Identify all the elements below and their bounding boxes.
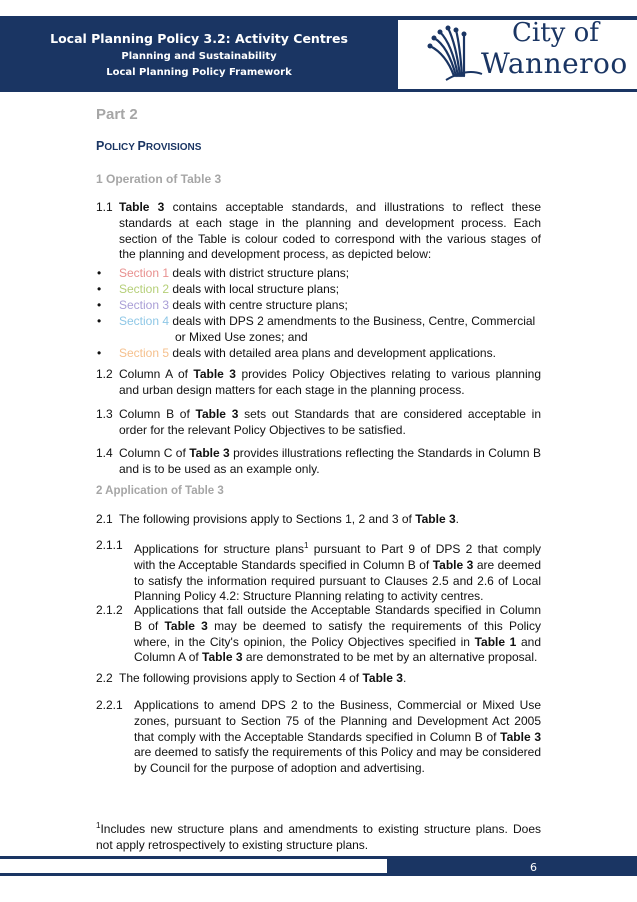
clause-number: 1.3 xyxy=(96,407,113,421)
bullet-section-2: Section 2 deals with local structure plans; xyxy=(119,282,340,296)
clause-number: 2.1.2 xyxy=(96,603,123,617)
bullet-icon: • xyxy=(97,298,102,312)
clause-number: 2.1.1 xyxy=(96,538,123,552)
part-label: Part 2 xyxy=(96,106,138,123)
footer-inset xyxy=(0,859,387,873)
section-1-heading: 1 Operation of Table 3 xyxy=(96,172,222,186)
bullet-section-1: Section 1 deals with district structure plans; xyxy=(119,266,350,280)
document-framework: Local Planning Policy Framework xyxy=(106,67,292,78)
clause-number: 2.1 xyxy=(96,512,113,526)
document-subtitle: Planning and Sustainability xyxy=(121,51,277,62)
clause-number: 1.2 xyxy=(96,367,113,381)
policy-provisions-heading: POLICY PROVISIONS xyxy=(96,139,202,153)
clause-2-1-2: Applications that fall outside the Acceptable Standards specified in Column B of Table 3 may be deemed to satisfy the requirements of this Policy where, in the City's opinion, the Policy Objectives specified in Table 1 and Column A of Table 3 are demonstrated to be met by an alternative proposal. xyxy=(134,603,541,665)
bullet-section-4: Section 4 deals with DPS 2 amendments to the Business, Centre, Commercial xyxy=(119,314,536,328)
bullet-section-5: Section 5 deals with detailed area plans and development applications. xyxy=(119,346,496,360)
bullet-icon: • xyxy=(97,282,102,296)
clause-number: 2.2.1 xyxy=(96,698,123,712)
clause-number: 1.1 xyxy=(96,200,113,214)
clause-1-3: Column B of Table 3 sets out Standards that are considered acceptable in order for the relevant Policy Objectives to be satisfied. xyxy=(119,407,541,437)
clause-1-1: Table 3 contains acceptable standards, and illustrations to reflect these standards at each stage in the planning and development process. Each section of the Table is colour coded to correspond with the various stages of the planning and development process, as depicted below: xyxy=(119,200,541,262)
bullet-section-4-continued: or Mixed Use zones; and xyxy=(175,330,308,344)
clause-1-2: Column A of Table 3 provides Policy Objectives relating to various planning and urban design matters for each stage in the planning process. xyxy=(119,367,541,397)
footnote: $^1$Includes new structure plans and amendments to existing structure plans. Does not apply retrospectively to existing structure plans. xyxy=(96,821,541,852)
section-2-heading: 2 Application of Table 3 xyxy=(96,485,224,497)
bullet-icon: • xyxy=(97,314,102,328)
clause-2-2: The following provisions apply to Section 4 of Table 3. xyxy=(119,671,407,685)
document-title: Local Planning Policy 3.2: Activity Centres xyxy=(50,31,348,46)
clause-number: 2.2 xyxy=(96,671,113,685)
header-text xyxy=(0,16,398,92)
clause-1-4: Column C of Table 3 provides illustrations reflecting the Standards in Column B and is to be used as an example only. xyxy=(119,446,541,476)
clause-2-1: The following provisions apply to Sections 1, 2 and 3 of Table 3. xyxy=(119,512,459,526)
bullet-icon: • xyxy=(97,266,102,280)
logo-name-text: Wanneroo xyxy=(481,47,628,80)
bullet-icon: • xyxy=(97,346,102,360)
clause-2-1-1: Applications for structure plans$^1$ pursuant to Part 9 of DPS 2 that comply with the Acceptable Standards specified in Column B of Table 3 are deemed to satisfy the information required pursuant to Clauses 2.5 and 2.6 of Local Planning Policy 4.2: Structure Planning relating to activity centres. xyxy=(134,541,541,604)
logo-city-text: City of xyxy=(512,18,599,48)
page-number: 6 xyxy=(530,861,537,874)
clause-number: 1.4 xyxy=(96,446,113,460)
bullet-section-3: Section 3 deals with centre structure plans; xyxy=(119,298,348,312)
clause-2-2-1: Applications to amend DPS 2 to the Business, Commercial or Mixed Use zones, pursuant to Section 75 of the Planning and Development Act 2005 that comply with the Acceptable Standards specified in Column B of Table 3 are deemed to satisfy the requirements of this Policy and may be considered by Council for the purpose of adoption and advertising. xyxy=(134,698,541,776)
